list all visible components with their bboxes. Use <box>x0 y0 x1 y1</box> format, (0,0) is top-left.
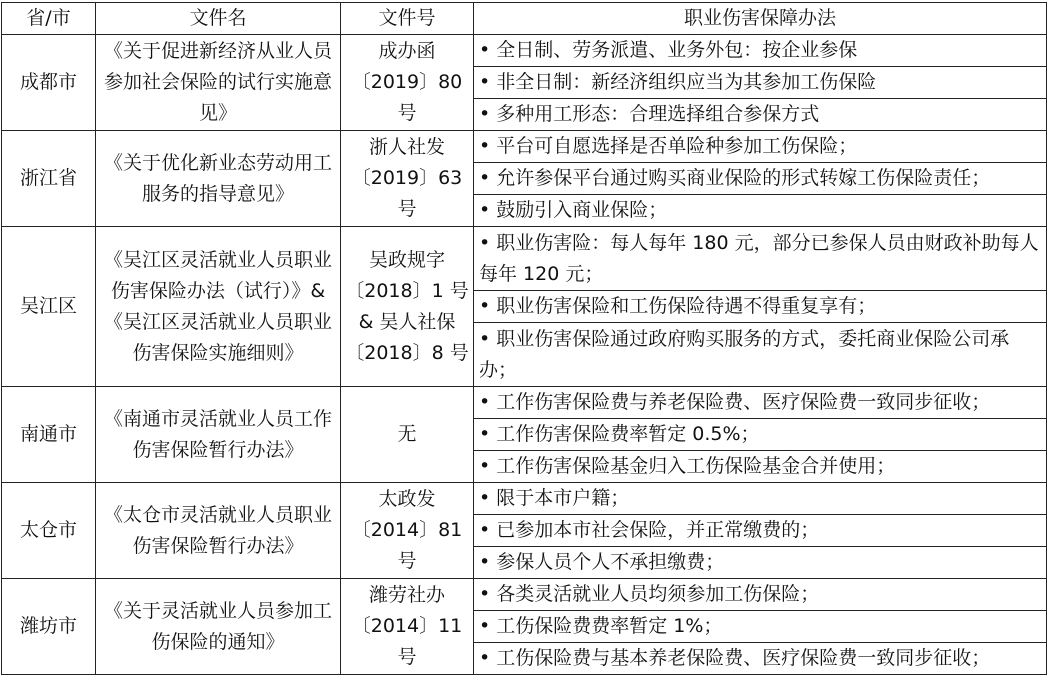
header-measures: 职业伤害保障办法 <box>474 3 1047 35</box>
measure-item: • 工伤保险费费率暂定 1%； <box>474 611 1047 643</box>
measure-item: • 职业伤害保险和工伤保险待遇不得重复享有； <box>474 291 1047 323</box>
province-cell: 成都市 <box>2 35 96 131</box>
table-row <box>2 387 1047 419</box>
measure-item: • 工作伤害保险费与养老保险费、医疗保险费一致同步征收； <box>474 387 1047 419</box>
province-cell: 潍坊市 <box>2 579 96 675</box>
province-cell: 吴江区 <box>2 227 96 387</box>
policy-table <box>1 2 1047 675</box>
measure-item: • 参保人员个人不承担缴费； <box>474 547 1047 579</box>
document-name-cell: 《南通市灵活就业人员工作伤害保险暂行办法》 <box>96 387 341 483</box>
measure-item: • 限于本市户籍； <box>474 483 1047 515</box>
measure-item: • 全日制、劳务派遣、业务外包：按企业参保 <box>474 35 1047 67</box>
measure-item: • 工作伤害保险基金归入工伤保险基金合并使用； <box>474 451 1047 483</box>
province-cell: 南通市 <box>2 387 96 483</box>
measure-item: • 各类灵活就业人员均须参加工伤保险； <box>474 579 1047 611</box>
document-name-cell: 《关于灵活就业人员参加工伤保险的通知》 <box>96 579 341 675</box>
measure-item: • 多种用工形态：合理选择组合参保方式 <box>474 99 1047 131</box>
document-name-cell: 《关于促进新经济从业人员参加社会保险的试行实施意见》 <box>96 35 341 131</box>
measure-item: • 工作伤害保险费率暂定 0.5%； <box>474 419 1047 451</box>
header-row <box>2 3 1047 35</box>
table-row <box>2 227 1047 291</box>
header-document-number: 文件号 <box>341 3 474 35</box>
header-document-name: 文件名 <box>96 3 341 35</box>
measure-item: • 职业伤害险：每人每年 180 元，部分已参保人员由财政补助每人每年 120 元； <box>474 227 1047 291</box>
measure-item: • 已参加本市社会保险，并正常缴费的； <box>474 515 1047 547</box>
measure-item: • 鼓励引入商业保险； <box>474 195 1047 227</box>
document-name-cell: 《太仓市灵活就业人员职业伤害保险暂行办法》 <box>96 483 341 579</box>
table-row <box>2 579 1047 611</box>
policy-table-container <box>1 2 1047 675</box>
document-number-cell: 潍劳社办〔2014〕11 号 <box>341 579 474 675</box>
document-number-cell: 太政发〔2014〕81 号 <box>341 483 474 579</box>
measure-item: • 职业伤害保险通过政府购买服务的方式，委托商业保险公司承办； <box>474 323 1047 387</box>
measure-item: • 非全日制：新经济组织应当为其参加工伤保险 <box>474 67 1047 99</box>
document-name-cell: 《关于优化新业态劳动用工服务的指导意见》 <box>96 131 341 227</box>
table-row <box>2 35 1047 67</box>
province-cell: 浙江省 <box>2 131 96 227</box>
document-number-cell: 无 <box>341 387 474 483</box>
document-name-cell: 《吴江区灵活就业人员职业伤害保险办法（试行）》&《吴江区灵活就业人员职业伤害保险实施细则》 <box>96 227 341 387</box>
header-province: 省/市 <box>2 3 96 35</box>
measure-item: • 允许参保平台通过购买商业保险的形式转嫁工伤保险责任； <box>474 163 1047 195</box>
document-number-cell: 浙人社发〔2019〕63 号 <box>341 131 474 227</box>
table-row <box>2 131 1047 163</box>
document-number-cell: 成办函〔2019〕80 号 <box>341 35 474 131</box>
document-number-cell: 吴政规字〔2018〕1 号 & 吴人社保〔2018〕8 号 <box>341 227 474 387</box>
province-cell: 太仓市 <box>2 483 96 579</box>
table-row <box>2 483 1047 515</box>
measure-item: • 平台可自愿选择是否单险种参加工伤保险； <box>474 131 1047 163</box>
measure-item: • 工伤保险费与基本养老保险费、医疗保险费一致同步征收； <box>474 643 1047 675</box>
